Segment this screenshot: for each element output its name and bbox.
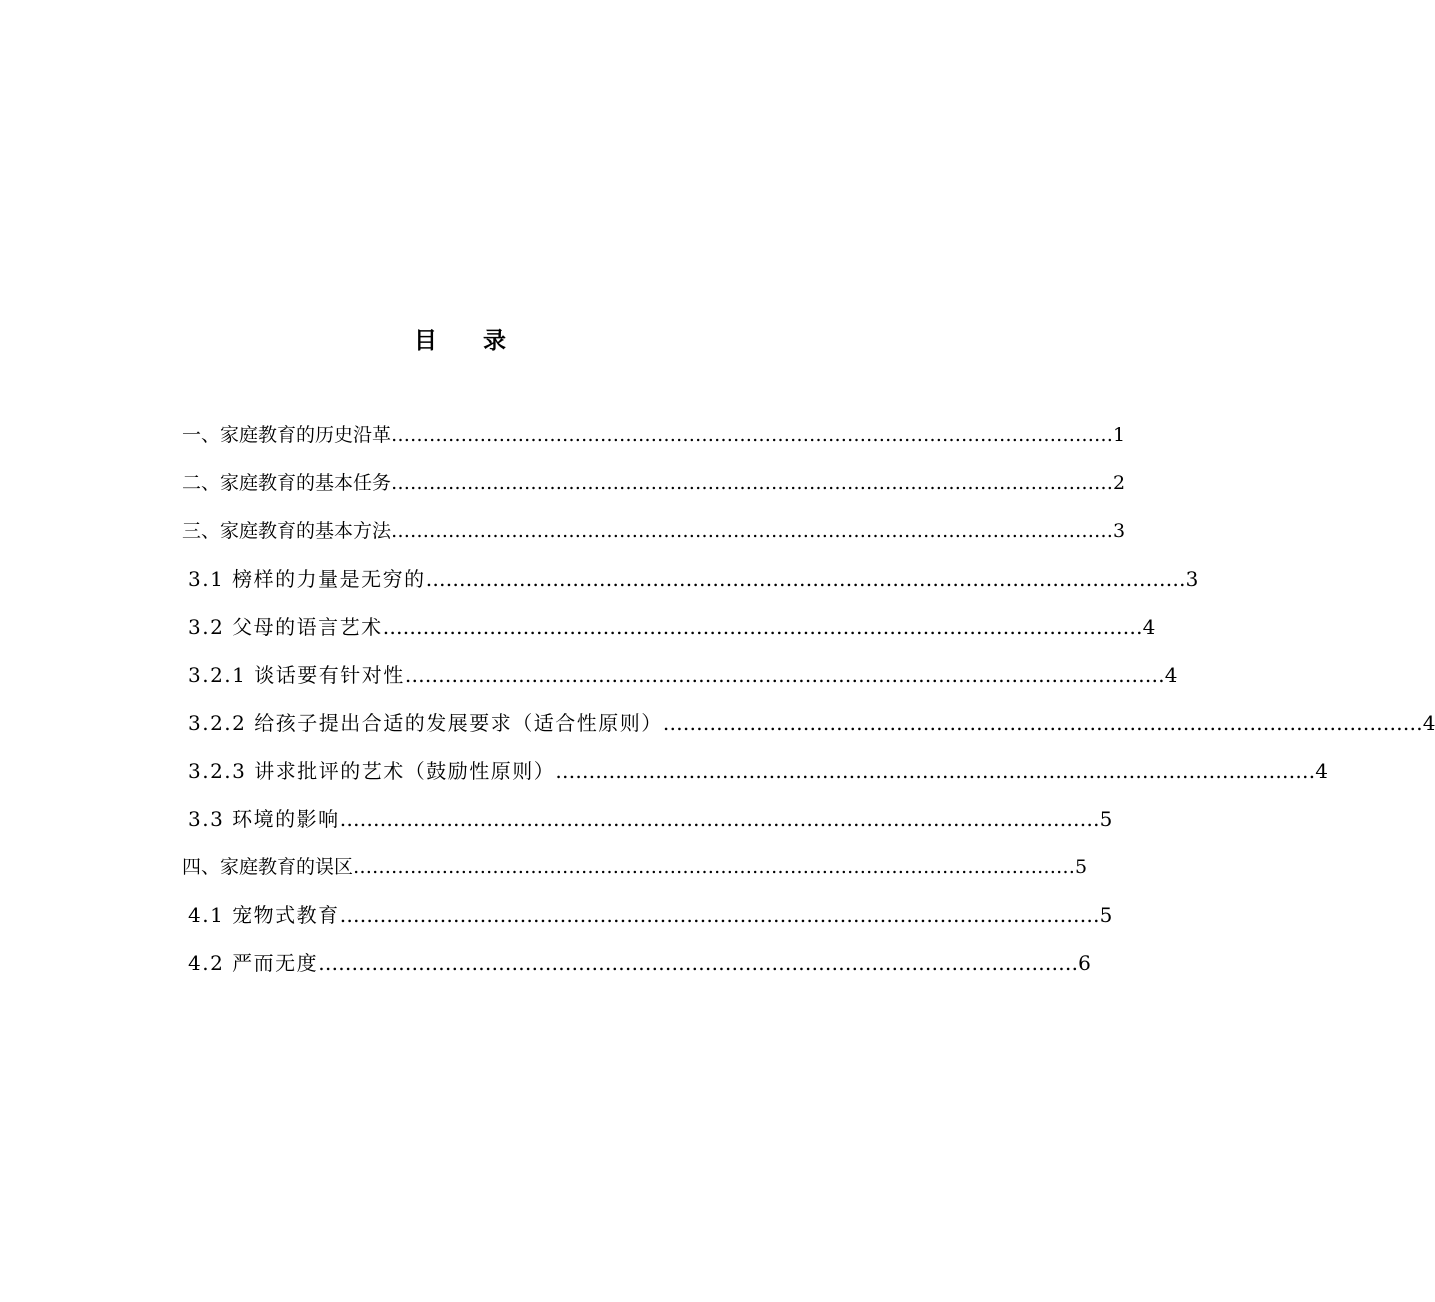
toc-dot-leader: …………………………………………………………………………………………………… — [353, 856, 1076, 878]
toc-entry — [188, 756, 1328, 786]
toc-entry-page: 4 — [1164, 663, 1178, 687]
toc-dot-leader: …………………………………………………………………………………………………… — [391, 472, 1114, 494]
toc-entry-page: 6 — [1078, 951, 1091, 975]
toc-dot-leader: …………………………………………………………………………………………………… — [391, 520, 1114, 542]
toc-entry-text: 3.2.3 讲求批评的艺术（鼓励性原则） — [188, 759, 556, 783]
toc-entry-text: 3.2.1 谈话要有针对性 — [188, 663, 405, 687]
toc-entry-text: 3.2 父母的语言艺术 — [188, 615, 383, 639]
toc-entry-text: 三、家庭教育的基本方法 — [182, 520, 392, 542]
toc-entry-text: 4.1 宠物式教育 — [188, 903, 340, 927]
toc-entry — [182, 516, 1126, 546]
toc-dot-leader: …………………………………………………………………………………………………… — [339, 807, 1100, 831]
toc-entry-page: 5 — [1099, 807, 1113, 831]
toc-entry-page: 5 — [1075, 856, 1088, 878]
toc-entry — [188, 564, 1199, 594]
toc-entry — [182, 420, 1126, 450]
toc-entry-text: 3.3 环境的影响 — [188, 807, 340, 831]
toc-entry — [188, 804, 1113, 834]
toc-entry-text: 二、家庭教育的基本任务 — [182, 472, 392, 494]
toc-dot-leader: …………………………………………………………………………………………………… — [318, 951, 1079, 975]
toc-entry — [188, 660, 1178, 690]
toc-entry-page: 1 — [1113, 424, 1126, 446]
toc-entry — [188, 612, 1156, 642]
toc-entry-page: 3 — [1113, 520, 1126, 542]
toc-entry-page: 4 — [1142, 615, 1156, 639]
toc-entry — [188, 708, 1435, 738]
toc-entry — [188, 900, 1113, 930]
toc-entry-text: 3.1 榜样的力量是无穷的 — [188, 567, 426, 591]
toc-entry-text: 一、家庭教育的历史沿革 — [182, 424, 392, 446]
toc-entry-page: 3 — [1185, 567, 1199, 591]
toc-dot-leader: …………………………………………………………………………………………………… — [404, 663, 1165, 687]
toc-entry-text: 3.2.2 给孩子提出合适的发展要求（适合性原则） — [188, 711, 663, 735]
toc-entry-text: 四、家庭教育的误区 — [182, 856, 354, 878]
toc-entry-page: 4 — [1315, 759, 1328, 783]
toc-entry — [188, 948, 1091, 978]
toc-title: 目 录 — [414, 327, 506, 354]
toc-dot-leader: …………………………………………………………………………………………………… — [391, 424, 1114, 446]
toc-dot-leader: …………………………………………………………………………………………………… — [339, 903, 1100, 927]
toc-dot-leader: …………………………………………………………………………………………………… — [555, 759, 1316, 783]
toc-entry-text: 4.2 严而无度 — [188, 951, 319, 975]
toc-entry — [182, 852, 1088, 882]
toc-entry-page: 4 — [1422, 711, 1435, 735]
toc-entry — [182, 468, 1126, 498]
toc-dot-leader: …………………………………………………………………………………………………… — [662, 711, 1423, 735]
toc-entry-page: 2 — [1113, 472, 1126, 494]
toc-dot-leader: …………………………………………………………………………………………………… — [382, 615, 1143, 639]
toc-dot-leader: …………………………………………………………………………………………………… — [425, 567, 1186, 591]
toc-entry-page: 5 — [1099, 903, 1113, 927]
